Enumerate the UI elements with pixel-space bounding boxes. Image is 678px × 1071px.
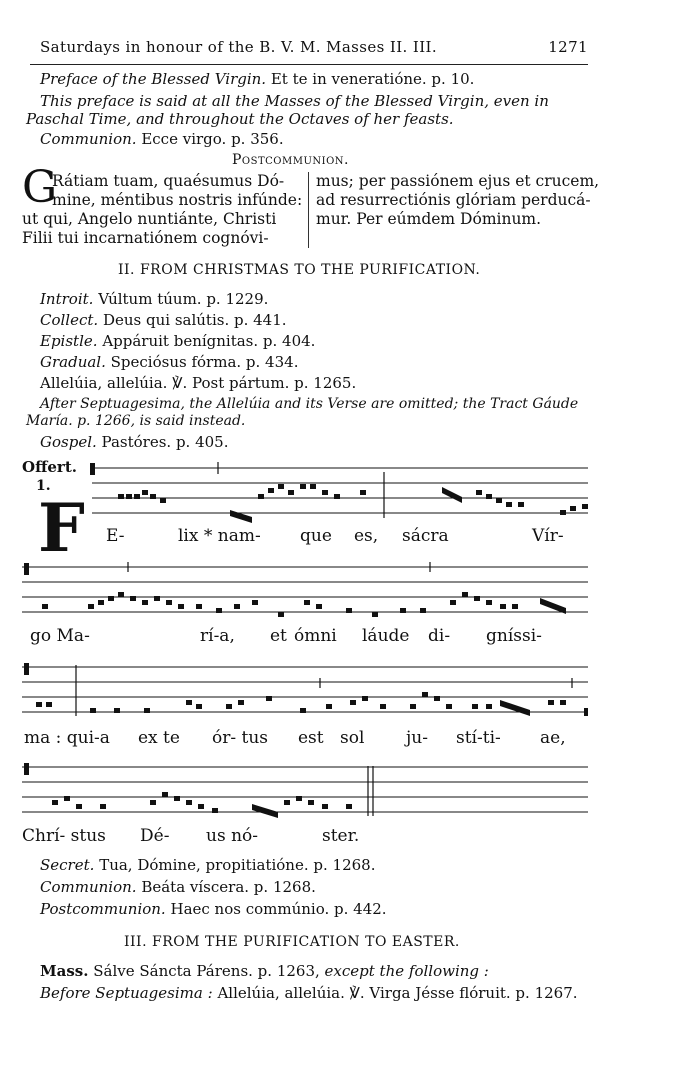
page-number: 1271 [548,38,588,56]
lyric-2-1: go Ma- [30,626,90,646]
communion-text: Ecce virgo. p. 356. [141,130,284,148]
lyric-3-6: ju- [406,728,428,748]
mass-text: Sálve Sáncta Párens. p. 1263, [93,962,320,980]
communion2-text: Beáta víscera. p. 1268. [141,878,316,896]
lyric-2-5: láude [362,626,410,646]
gradual-label: Gradual. [40,353,106,371]
lyric-1-1: E- [106,526,125,546]
lyric-2-2: rí-a, [200,626,235,646]
mass-label: Mass. [40,962,89,980]
prayer-col1-c: ut qui, Angelo nuntiánte, Christi [22,210,277,228]
prayer-col1-d: Filii tui incarnatiónem cognóvi- [22,229,269,247]
lyric-1-4: es, [354,526,379,546]
prayer-col2-c: mur. Per eúmdem Dóminum. [316,210,542,228]
offertory-label: Offert. [22,458,77,476]
secret-label: Secret. [40,856,95,874]
lyric-1-3: que [300,526,332,546]
preface-text: Et te in veneratióne. p. 10. [270,70,475,88]
lyric-3-7: stí-ti- [456,728,501,748]
lyric-4-4: ster. [322,826,360,846]
chant-initial: F [38,489,85,567]
lyric-1-2: lix * nam- [178,526,261,546]
prayer-col1-a: Rátiam tuam, quaésumus Dó- [52,172,285,190]
lyric-3-2: ex te [138,728,180,748]
septuagesima-line-1: After Septuagesima, the Allelúia and its Verse are omitted; the Tract Gáude [40,396,579,412]
secret-line [40,856,375,874]
prayer-col1-b: mine, méntibus nostris infúnde: [52,191,303,209]
before-septuagesima-line [40,984,578,1002]
mode-number: 1. [36,478,51,494]
header-title: Saturdays in honour of the B. V. M. Masses II. III. [40,38,438,56]
mass-except: except the following : [324,962,489,980]
epistle-text: Appáruit benígnitas. p. 404. [102,332,316,350]
alleluia-line: Allelúia, allelúia. ℣. Post pártum. p. 1265. [40,374,357,392]
lyric-3-5: sol [340,728,365,748]
lyric-2-3: et [270,626,287,646]
lyric-3-3: ór- tus [212,728,269,748]
communion-label: Communion. [40,130,137,148]
lyric-4-2: Dé- [140,826,170,846]
lyric-2-6: di- [428,626,451,646]
lyric-2-7: gníssi- [486,626,542,646]
drop-cap: G [22,162,58,213]
epistle-label: Epistle. [40,332,98,350]
introit-text: Vúltum túum. p. 1229. [98,290,269,308]
prayer-col2-a: mus; per passiónem ejus et crucem, [316,172,600,190]
lyric-1-6: Vír- [532,526,564,546]
collect-text: Deus qui salútis. p. 441. [102,311,287,329]
section-3-heading: III. FROM THE PURIFICATION TO EASTER. [124,934,460,950]
lyric-1-5: sácra [402,526,449,546]
lyric-3-4: est [298,728,324,748]
before-label: Before Septuagesima : [40,984,213,1002]
lyric-3-1: ma : qui-a [24,728,110,748]
gospel-label: Gospel. [40,433,97,451]
rubric-line-1: This preface is said at all the Masses of the Blessed Virgin, even in [40,92,549,110]
lyric-4-1: Chrí- stus [22,826,106,846]
postcommunion-heading: Postcommunion. [232,152,349,168]
lyric-3-8: ae, [540,728,566,748]
introit-label: Introit. [40,290,94,308]
mass-line [40,962,489,980]
communion2-line [40,878,316,896]
secret-text: Tua, Dómine, propitiatióne. p. 1268. [99,856,376,874]
communion2-label: Communion. [40,878,137,896]
septuagesima-line-2: María. p. 1266, is said instead. [26,413,246,429]
postcommunion2-text: Haec nos commúnio. p. 442. [170,900,387,918]
gospel-text: Pastóres. p. 405. [101,433,229,451]
gradual-text: Speciósus fórma. p. 434. [110,353,299,371]
postcommunion2-line [40,900,387,918]
lyric-4-3: us nó- [206,826,259,846]
section-2-heading: II. FROM CHRISTMAS TO THE PURIFICATION. [118,262,481,278]
postcommunion2-label: Postcommunion. [40,900,166,918]
before-text: Allelúia, allelúia. ℣. Virga Jésse flóruit. p. 1267. [217,984,578,1002]
lyric-2-4: ómni [294,626,337,646]
collect-label: Collect. [40,311,99,329]
preface-label: Preface of the Blessed Virgin. [40,70,267,88]
prayer-col2-b: ad resurrectiónis glóriam perducá- [316,191,591,209]
rubric-line-2: Paschal Time, and throughout the Octaves of her feasts. [26,110,454,128]
